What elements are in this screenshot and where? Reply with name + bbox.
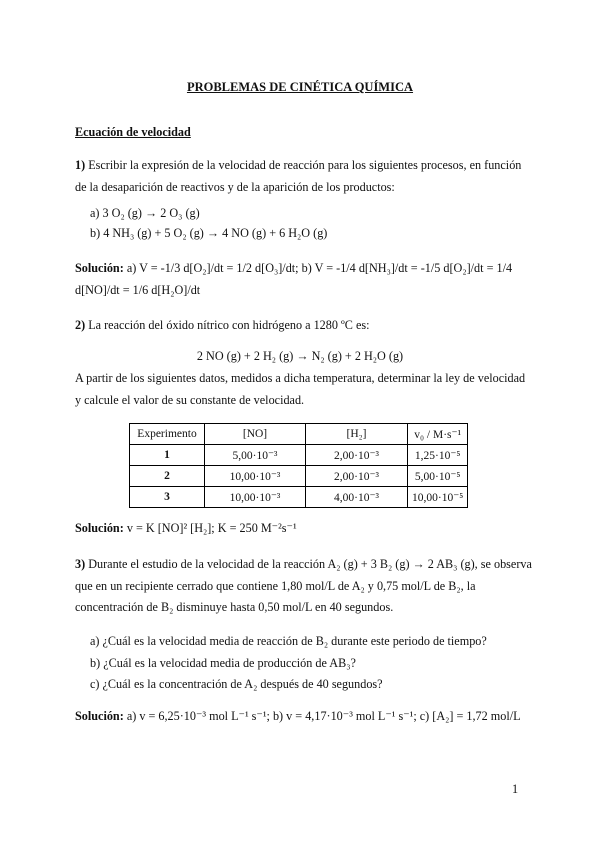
problem3-question-c: c) ¿Cuál es la concentración de A₂ después de 40 segundos? — [90, 677, 383, 691]
table-cell: 2,00·10⁻³ — [306, 466, 408, 487]
problem1-reaction-a: a) 3 O₂ (g) → 2 O₃ (g) — [90, 206, 200, 220]
rate-data-table — [129, 423, 468, 508]
table-header-row — [130, 424, 468, 445]
problem1-solution — [75, 261, 512, 276]
problem1-solution-text: a) V = -1/3 d[O₂]/dt = 1/2 d[O₃]/dt; b) V = -1/4 d[NH₃]/dt = -1/5 d[O₂]/dt = 1/4 — [126, 261, 513, 275]
problem3-statement: Durante el estudio de la velocidad de la reacción A₂ (g) + 3 B₂ (g) → 2 AB₃ (g), se observa — [88, 557, 532, 571]
table-cell: 10,00·10⁻³ — [205, 466, 306, 487]
problem2-text-line1: A partir de los siguientes datos, medidos a dicha temperatura, determinar la ley de velocidad — [75, 371, 526, 385]
table-header: v₀ / M·s⁻¹ — [408, 424, 468, 445]
problem3-solution-text: a) v = 6,25·10⁻³ mol L⁻¹ s⁻¹; b) v = 4,17·10⁻³ mol L⁻¹ s⁻¹; c) [A₂] = 1,72 mol/L — [126, 709, 521, 723]
problem3-number: 3) — [75, 557, 86, 571]
problem2-intro — [75, 318, 370, 333]
table-cell: 10,00·10⁻³ — [205, 487, 306, 508]
table-cell: 2 — [130, 466, 205, 487]
problem2-solution — [75, 521, 297, 536]
table-cell: 3 — [130, 487, 205, 508]
problem1-text-line2: de la desaparición de reactivos y de la aparición de los productos: — [75, 180, 395, 194]
table-row — [130, 487, 468, 508]
problem2-equation: 2 NO (g) + 2 H₂ (g) → N₂ (g) + 2 H₂O (g) — [196, 349, 404, 363]
table-cell: 2,00·10⁻³ — [306, 445, 408, 466]
problem2-intro-text: La reacción del óxido nítrico con hidrógeno a 1280 ºC es: — [88, 318, 370, 332]
problem3-text-line3: concentración de B₂ disminuye hasta 0,50 mol/L en 40 segundos. — [75, 600, 394, 614]
problem1-solution-line2: d[NO]/dt = 1/6 d[H₂O]/dt — [75, 283, 201, 297]
table-cell: 4,00·10⁻³ — [306, 487, 408, 508]
table-row — [130, 466, 468, 487]
problem3-question-a: a) ¿Cuál es la velocidad media de reacción de B₂ durante este periodo de tiempo? — [90, 634, 487, 648]
table-header: Experimento — [130, 424, 205, 445]
problem3-text-line2: que en un recipiente cerrado que contiene 1,80 mol/L de A₂ y 0,75 mol/L de B₂, la — [75, 579, 476, 593]
problem1-number: 1) — [75, 158, 86, 172]
problem2-text-line2: y calcule el valor de su constante de velocidad. — [75, 393, 305, 407]
problem3-text-line1 — [75, 557, 532, 572]
table-row — [130, 445, 468, 466]
problem2-solution-text: v = K [NO]² [H₂]; K = 250 M⁻²s⁻¹ — [126, 521, 297, 535]
table-cell: 5,00·10⁻⁵ — [408, 466, 468, 487]
page-title: PROBLEMAS DE CINÉTICA QUÍMICA — [186, 80, 414, 94]
problem3-solution — [75, 709, 521, 724]
page-number: 1 — [512, 782, 519, 796]
problem3-question-b: b) ¿Cuál es la velocidad media de producción de AB₃? — [90, 656, 356, 670]
table-cell: 10,00·10⁻⁵ — [408, 487, 468, 508]
solution-label: Solución: — [75, 261, 124, 275]
table-cell: 5,00·10⁻³ — [205, 445, 306, 466]
table-header: [H₂] — [306, 424, 408, 445]
problem1-reaction-b: b) 4 NH₃ (g) + 5 O₂ (g) → 4 NO (g) + 6 H₂O (g) — [90, 226, 328, 240]
table-cell: 1,25·10⁻⁵ — [408, 445, 468, 466]
problem1-statement: Escribir la expresión de la velocidad de reacción para los siguientes procesos, en función — [88, 158, 522, 172]
problem1-text-line1 — [75, 158, 521, 173]
solution-label: Solución: — [75, 521, 124, 535]
problem2-number: 2) — [75, 318, 86, 332]
table-cell: 1 — [130, 445, 205, 466]
solution-label: Solución: — [75, 709, 124, 723]
table-header: [NO] — [205, 424, 306, 445]
section-heading: Ecuación de velocidad — [75, 125, 191, 139]
